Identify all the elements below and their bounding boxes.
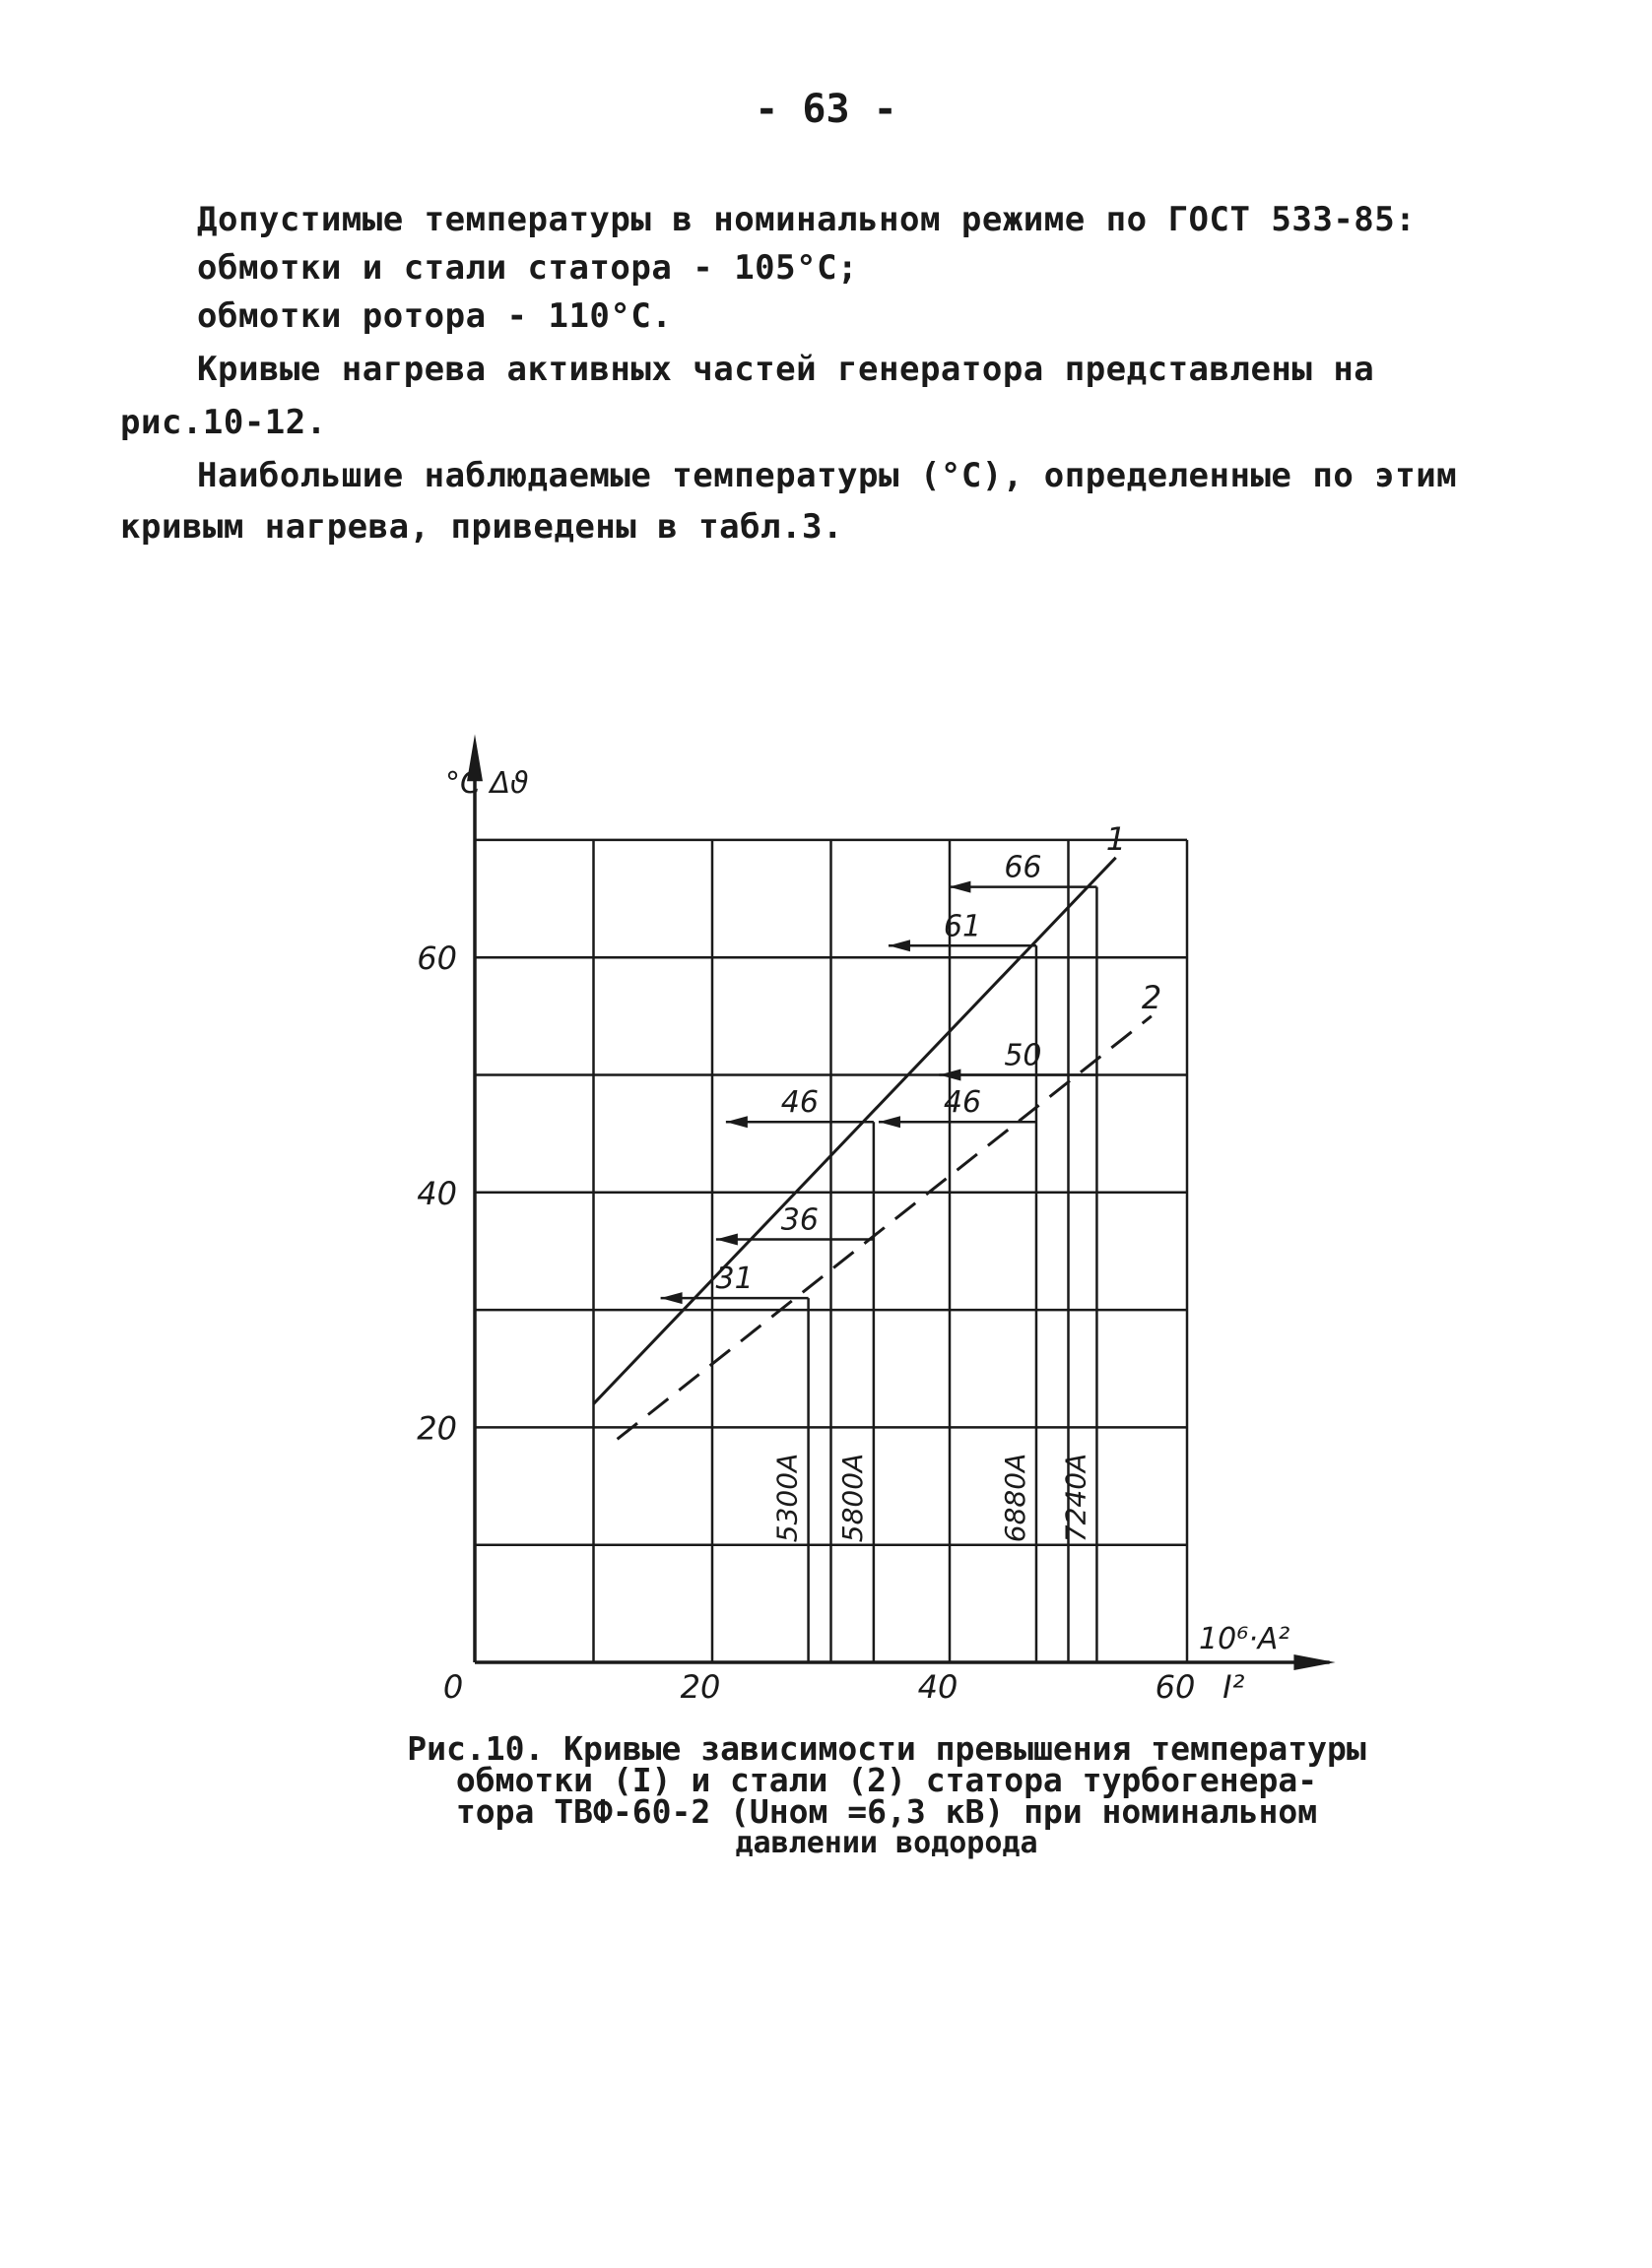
marker-arrow-head: [661, 1292, 683, 1304]
marker-temperature-label: 46: [780, 1085, 819, 1121]
marker-arrow-head: [879, 1116, 900, 1128]
text-line-5: рис.10-12.: [120, 403, 327, 442]
x-tick-label: 40: [917, 1668, 958, 1706]
x-tick-label: 20: [680, 1668, 721, 1706]
text-line-1: Допустимые температуры в номинальном режиме по ГОСТ 533-85:: [197, 200, 1417, 239]
current-label: 7240A: [1059, 1453, 1092, 1543]
x-tick-label: 60: [1155, 1668, 1196, 1706]
series-label-2: 2: [1141, 978, 1162, 1016]
marker-arrow-head: [726, 1116, 748, 1128]
page-number: - 63 -: [755, 87, 897, 132]
text-line-4: Кривые нагрева активных частей генератора представлены на: [197, 350, 1375, 389]
marker-temperature-label: 31: [715, 1262, 754, 1297]
marker-temperature-label: 61: [943, 909, 982, 944]
figure-caption: [296, 1729, 1478, 1860]
y-axis-label: °C Δϑ: [445, 766, 529, 802]
x-axis-arrow: [1293, 1654, 1335, 1670]
y-tick-label: 20: [417, 1409, 457, 1448]
marker-temperature-label: 36: [780, 1202, 819, 1238]
chart-markers: [661, 851, 1097, 1662]
caption-line-2: обмотки (I) и стали (2) статора турбогенера-: [455, 1761, 1318, 1799]
current-label: 5800A: [835, 1453, 869, 1543]
x-tick-label: 0: [442, 1668, 464, 1706]
current-label: 6880A: [998, 1453, 1031, 1543]
marker-temperature-label: 46: [943, 1085, 982, 1121]
text-line-7: кривым нагрева, приведены в табл.3.: [120, 507, 843, 547]
caption-line-4: давлении водорода: [735, 1826, 1038, 1860]
marker-arrow-head: [889, 940, 910, 951]
text-line-6: Наибольшие наблюдаемые температуры (°C), определенные по этим: [197, 456, 1458, 495]
marker-temperature-label: 50: [1004, 1038, 1042, 1073]
chart-labels: [417, 766, 1289, 1706]
series-label-1: 1: [1105, 819, 1127, 858]
caption-line-1: Рис.10. Кривые зависимости превышения температуры: [407, 1729, 1366, 1768]
text-line-2: обмотки и стали статора - 105°C;: [197, 248, 859, 288]
x-axis-label: I²: [1222, 1668, 1245, 1706]
series-line-2: [618, 1016, 1152, 1439]
marker-temperature-label: 66: [1004, 850, 1042, 885]
y-tick-label: 60: [417, 940, 457, 978]
current-label: 5300A: [770, 1453, 804, 1543]
text-line-3: обмотки ротора - 110°C.: [197, 296, 673, 336]
chart-axes: [467, 735, 1336, 1670]
marker-arrow-head: [949, 881, 970, 893]
y-tick-label: 40: [417, 1174, 457, 1212]
caption-line-3: тора ТВФ-60-2 (Uном =6,3 кВ) при номинальном: [455, 1792, 1318, 1831]
chart-series: [594, 820, 1162, 1440]
marker-arrow-head: [716, 1234, 738, 1246]
x-axis-unit-label: 10⁶·A²: [1199, 1622, 1290, 1656]
